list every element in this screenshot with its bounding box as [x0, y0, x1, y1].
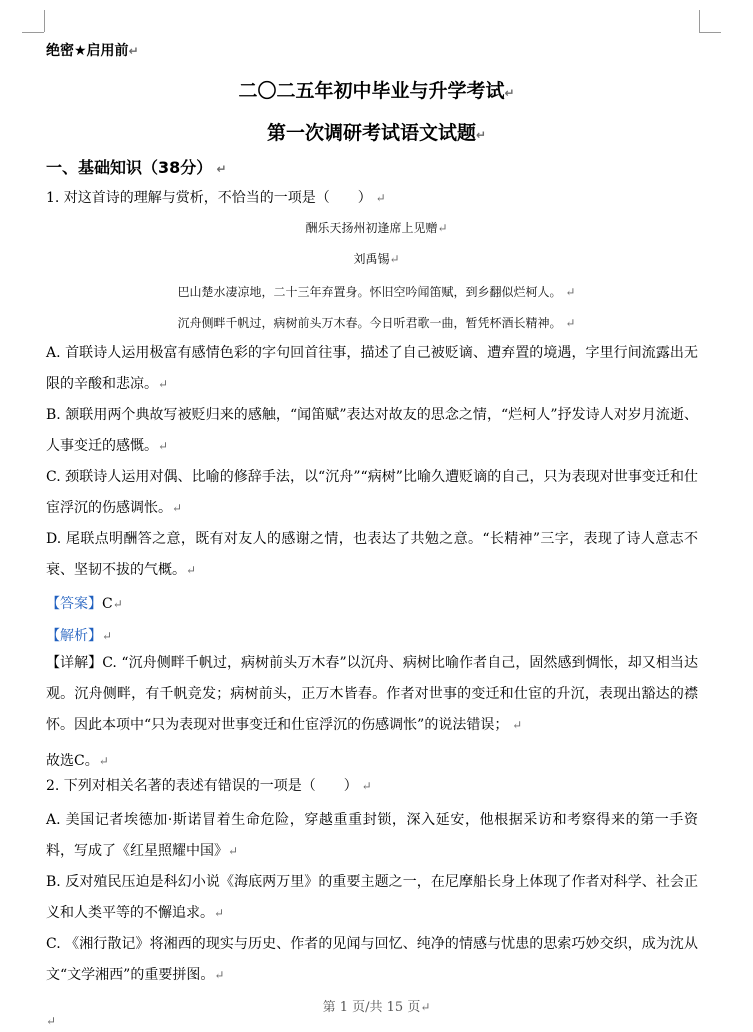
question-1-stem: 1. 对这首诗的理解与赏析，不恰当的一项是（ ） ↵	[46, 190, 386, 206]
q1-option-b: B. 颔联用两个典故写被贬归来的感触，“闻笛赋”表达对故友的思念之情，“烂柯人”抒发诗人对岁月流逝、人事变迁的感慨。↵	[46, 407, 698, 454]
corner-mark-right	[699, 10, 700, 32]
corner-mark-left-h	[22, 32, 44, 33]
poem-line-2: 沉舟侧畔千帆过，病树前头万木春。今日听君歌一曲，暂凭杯酒长精神。 ↵	[177, 316, 576, 330]
page-footer: 第 1 页/共 15 页↵	[322, 1000, 431, 1015]
poem-author: 刘禹锡↵	[353, 252, 400, 266]
q2-option-a: A. 美国记者埃德加·斯诺冒着生命危险，穿越重重封锁，深入延安，他根据采访和考察得来的第一手资料，写成了《红星照耀中国》↵	[46, 812, 698, 859]
poem-line-1: 巴山楚水凄凉地，二十三年弃置身。怀旧空吟闻笛赋，到乡翻似烂柯人。 ↵	[177, 285, 576, 299]
analysis-tag: 【解析】	[46, 628, 102, 644]
corner-mark-left	[44, 10, 45, 32]
q1-option-c: C. 颈联诗人运用对偶、比喻的修辞手法，以“沉舟”“病树”比喻久遭贬谪的自己，只为表现对世事变迁和仕宦浮沉的伤感调怅。↵	[46, 469, 698, 516]
paragraph-mark: ↵	[46, 1014, 57, 1028]
answer-line: 【答案】C↵	[46, 596, 123, 612]
corner-mark-right-h	[699, 32, 721, 33]
q2-option-b: B. 反对殖民压迫是科幻小说《海底两万里》的重要主题之一，在尼摩船长身上体现了作者对科学、社会正义和人类平等的不懈追求。↵	[46, 874, 698, 921]
q1-option-a: A. 首联诗人运用极富有感情色彩的字句回首往事，描述了自己被贬谪、遭弃置的境遇，字里行间流露出无限的辛酸和悲凉。↵	[46, 345, 698, 392]
q1-detail: 【详解】C. “沉舟侧畔千帆过，病树前头万木春”以沉舟、病树比喻作者自己，固然感到惆怅，却又相当达观。沉舟侧畔，有千帆竞发；病树前头，正万木皆春。作者对世事的变迁和仕宦的升沉，表现出豁达的襟怀。因此本项中“只为表现对世事变迁和仕宦浮沉的伤感调怅”的说法错误； ↵	[46, 655, 698, 733]
question-2-stem: 2. 下列对相关名著的表述有错误的一项是（ ） ↵	[46, 778, 372, 794]
section-heading: 一、基础知识（38分） ↵	[46, 158, 227, 177]
q2-option-c: C. 《湘行散记》将湘西的现实与历史、作者的见闻与回忆、纯净的情感与忧患的思索巧妙交织，成为沈从文“文学湘西”的重要拼图。↵	[46, 936, 698, 983]
exam-title: 二〇二五年初中毕业与升学考试↵	[238, 80, 515, 102]
q1-conclusion: 故选C。↵	[46, 753, 109, 769]
answer-tag: 【答案】	[46, 596, 102, 612]
q1-option-d: D. 尾联点明酬答之意，既有对友人的感谢之情，也表达了共勉之意。“长精神”三字，表现了诗人意志不衰、坚韧不拔的气概。↵	[46, 531, 698, 578]
poem-title: 酬乐天扬州初逢席上见赠↵	[305, 221, 448, 235]
answer-value: C	[102, 596, 113, 612]
analysis-line: 【解析】↵	[46, 628, 113, 644]
confidential-label: 绝密★启用前↵	[46, 43, 139, 59]
exam-subtitle: 第一次调研考试语文试题↵	[266, 122, 487, 144]
